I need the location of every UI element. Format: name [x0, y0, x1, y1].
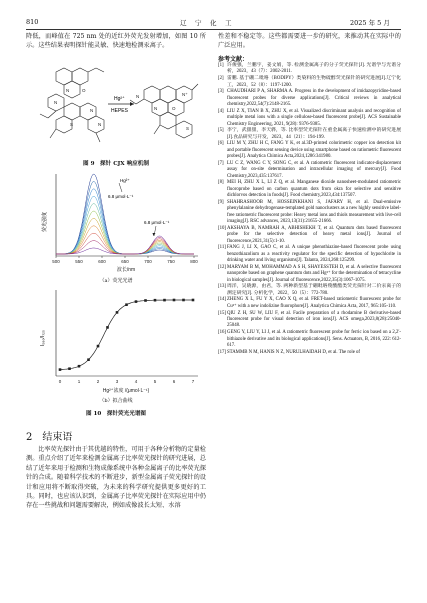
fit-data-point	[192, 299, 195, 302]
reference-item	[218, 161, 401, 180]
fit-data-point	[173, 299, 176, 302]
xtick-700: 700	[144, 259, 152, 264]
reference-item	[218, 226, 401, 245]
condition-label: HEPES	[111, 108, 128, 114]
svg-text:N: N	[136, 94, 140, 99]
reference-number: [14]	[218, 297, 226, 303]
svg-text:O: O	[172, 106, 176, 111]
reference-text: 周洋，吴晓源，由君，等. 两种新型基于硼吡咯羧酸酯类荧光探针对二价汞离子的测定研究[J]. 分析化学，2022，50（5）：772-780.	[227, 284, 401, 296]
xtick-4: 4	[134, 379, 138, 384]
xtick-5: 5	[153, 379, 157, 384]
intro-paragraph: 降低，而峰值在 725 nm 处的近红外荧光发射增加，如图 10 所示。这些结果表明探针能灵敏、快速地检测汞离子。	[26, 33, 206, 50]
reference-item	[218, 63, 401, 76]
figure-9-caption: 图 9 探针 CJX 响应机制	[83, 161, 149, 167]
reference-number: [1]	[218, 63, 224, 68]
page-number: 810	[26, 18, 39, 26]
svg-text:N: N	[66, 88, 70, 93]
reference-number: [7]	[218, 160, 224, 166]
svg-text:O: O	[82, 88, 86, 93]
annotation-conc-1: 6.8 μmol·L⁻¹	[108, 194, 134, 199]
svg-text:N: N	[54, 100, 58, 105]
figure-10-caption: 图 10 探针荧光光谱图	[85, 411, 147, 417]
reference-text: LU C Z, WANG C Y, SONG C, et al. A ratiometric fluorescent indicator-displacement assay for on-site determination and intracellular imaging of mercury[J]. Food Chemistry,2023,435:137617.	[227, 160, 401, 179]
reference-text: AKSHAYA B, NAMRAH A, ABHISHEKH T, et al. Quantum dots based fluorescent probe for the selective detection of heavy metal ions[J]. Journal of fluorescence,2021,31(5):1-10.	[227, 225, 401, 244]
reference-text: LIU M Y, ZHU H C, FANG Y K, et al.3D-printed colorimetric copper ion detection kit and portable fluorescent sensing device using smartphone based on ratiometric fluorescent probes[J]. Analytica Chimica Acta,2024,1286:341980.	[227, 141, 401, 160]
reference-list	[218, 63, 401, 356]
fit-data-point	[59, 368, 62, 371]
xlabel-wavelength: 波长/nm	[116, 267, 136, 273]
journal-name: 辽 宁 化 工	[180, 19, 233, 27]
figure-10a	[26, 168, 206, 276]
reference-number: [9]	[218, 199, 224, 205]
fit-data-point	[106, 326, 109, 329]
annotation-conc-2: 6.8 μmol·L⁻¹	[144, 220, 170, 225]
xtick-800: 800	[190, 259, 198, 264]
reference-number: [17]	[218, 349, 226, 355]
xtick-550: 550	[75, 259, 83, 264]
section-title: 2 结束语	[26, 432, 73, 443]
ylabel-ratio: I₅₈₀/I₇₂₅	[40, 329, 46, 347]
reference-item	[218, 350, 401, 356]
fit-data-point	[154, 299, 157, 302]
fit-data-point	[163, 299, 166, 302]
fit-data-point	[78, 365, 81, 368]
reference-item	[218, 284, 401, 297]
reference-item	[218, 89, 401, 108]
spectrum-curve	[56, 226, 194, 254]
continuation-paragraph: 性差和不稳定等。这些都需要进一步的研究，来推动其在实际中的广泛应用。	[218, 33, 401, 50]
reference-number: [6]	[218, 141, 224, 147]
xtick-600: 600	[98, 259, 106, 264]
reference-text: 雷鹏. 基于硼二吡咯（BODIPY）类染料的生物硫醇荧光探针的研究进展[J].辽宁化工，2023，52（8）：1197-1200.	[227, 76, 401, 88]
fit-data-point	[182, 299, 185, 302]
reference-text: 李宁，武甜甜，李天骅，等. 比率型荧光探针在重金属离子快速检测中的研究进展[J].食品研究与开发，2023，44（21）：194-199.	[227, 128, 401, 140]
figure-10a-caption: （a）荧光光谱	[99, 278, 133, 284]
svg-text:N: N	[90, 108, 94, 113]
reference-item	[218, 76, 401, 89]
xtick-6: 6	[172, 379, 176, 384]
xtick-7: 7	[191, 379, 195, 384]
fit-data-point	[116, 311, 119, 314]
reference-text: STAMMB N M, HANIS N Z, NURULHAIDAH D, et al. The role of	[227, 349, 361, 355]
xtick-2: 2	[96, 379, 100, 384]
fit-data-point	[97, 345, 100, 348]
xtick-500: 500	[52, 259, 60, 264]
reference-item	[218, 330, 401, 349]
xtick-0: 0	[58, 379, 62, 384]
references-title: 参考文献：	[218, 56, 249, 63]
reference-text: CHAUDHARI P A, SHARMA A. Progress in the development of imidazopyridine-based fluorescent probes for diverse applications[J]. Critical reviews in analytical chemistry,2022,54(7):2148-2165.	[227, 89, 401, 108]
xtick-3: 3	[115, 379, 119, 384]
figure-10b	[26, 284, 206, 396]
reference-number: [10]	[218, 225, 226, 231]
fitting-curve-chart	[26, 284, 206, 396]
reference-item	[218, 297, 401, 310]
reference-item	[218, 245, 401, 264]
reference-text: MEI H, ZHU X L, LI Z Q, et al. Manganese dioxide nanosheet-modulated ratiometric fluoroprobe based on carbon quantum dots from okra for selective and sensitive dichlorvos detection in foods[J]. Food chemistry,2023,434:137507.	[227, 180, 401, 199]
reference-number: [11]	[218, 245, 226, 251]
fit-data-point	[87, 358, 90, 361]
reference-number: [15]	[218, 310, 226, 316]
reference-item	[218, 128, 401, 141]
issue-date: 2025 年 5 月	[350, 19, 390, 27]
reference-item	[218, 180, 401, 199]
xtick-1: 1	[77, 379, 81, 384]
reference-text: GENG Y, LIU Y, LI J, et al. A ratiometric fluorescent probe for ferric ion based on a 2,2′-bithiazole derivative and its biological applications[J]. Sens. Actuators, B, 2016, 222: 612-617.	[227, 330, 401, 348]
reference-number: [8]	[218, 180, 224, 186]
svg-text:N: N	[98, 122, 102, 127]
reference-item	[218, 141, 401, 160]
figure-10b-caption: （b）拟合曲线	[99, 398, 133, 404]
reference-number: [2]	[218, 76, 224, 82]
reference-number: [4]	[218, 108, 224, 114]
reference-number: [3]	[218, 89, 224, 95]
spectrum-curve	[56, 174, 194, 254]
fit-data-point	[144, 299, 147, 302]
header-rule	[26, 29, 401, 30]
reference-item	[218, 200, 401, 226]
svg-text:N⁺: N⁺	[182, 92, 188, 97]
reference-number: [13]	[218, 284, 226, 290]
fit-data-point	[125, 303, 128, 306]
reference-item	[218, 265, 401, 284]
reference-text: SHAHRASHOOB M, HOSSEINKHANI S, JAFARY H, et al. Dual-emissive phenylalanine dehydrogenase-templated gold nanoclusters as a new highly sensitive label-free ratiometric fluorescent probe: Heavy metal ions and thiols measurement with live-cell imaging[J]. RSC advances, 2023,13(31):21655-21666.	[227, 199, 401, 225]
reference-number: [12]	[218, 264, 226, 270]
svg-text:S: S	[70, 122, 74, 127]
reference-text: LIU Z X, TIAN B X, ZHU X, et al. Visualized discriminant analysis and recognition of multiple metal ions with a single cellulose-based fluorescent probe[J]. ACS Sustainable Chemistry Engineering, 2021, 9(28): 9376-9385.	[227, 108, 401, 127]
figure-9	[26, 62, 206, 157]
reaction-scheme	[26, 62, 206, 157]
reference-text: FANG J, LI X, GAO C, et al. A unique phenothiazine-based fluorescent probe using benzothiazolium as a reactivity regulator for the specific detection of hypochlorite in drinking water and living organisms[J]. Talanta, 2024,268:125299.	[227, 245, 401, 264]
reference-text: 许俊强，兰鹏宇，姜文娟，等. 检测金属离子的分子荧光探针[J]. 光谱学与光谱分析，2023，43（7）：2002-2011.	[227, 63, 401, 75]
conclusion-paragraph: 比率荧光探针由于其优越的特性，可用于各种分析物的定量检测。重点介绍了近年来检测金属离子比率荧光探针的研究进展，总结了近年来用于检测和生物成像系统中各种金属离子的比率荧光探针的合成。随着科学技术的不断进步，新型金属离子荧光探针的设计和应用将不断取得突破，为未来的科学研究提供更多更好的工具。同时，也应该认识到，金属离子比率荧光探针在实际应用中仍存在一些挑战和问题需要解决，例如成像波长太短、水溶	[26, 446, 206, 510]
reference-text: ZHENG X L, FU Y X, CAO X Q, et al. FRET-based ratiometric fluorescent probe for Cu²⁺ with a new indolizine fluorophore[J]. Analytica Chimica Acta, 2017, 965:105-110.	[227, 297, 401, 309]
reference-item	[218, 109, 401, 128]
ylabel-intensity: 荧光强度	[42, 211, 48, 233]
reference-number: [16]	[218, 330, 226, 336]
svg-text:S: S	[186, 126, 190, 131]
annotation-hg: Hg²⁺	[120, 178, 130, 183]
fit-data-point	[68, 367, 71, 370]
reagent-label: Hg²⁺	[114, 96, 125, 102]
fluorescence-spectra-chart	[26, 168, 206, 276]
reference-item	[218, 311, 401, 330]
reference-text: QIU Z H, SU W, LIU F, et al. Facile preparation of a rhodamine B derivative-based fluorescent probe for visual detection of iron ions[J]. ACS omega,2023,8(28):25040-25048.	[227, 310, 401, 329]
reference-text: MARYAM B M, MOHAMMAD A S H, SHAYESSTEH D, et al. A selective fluorescent nanoprobe based on graphene quantum dots and Hg²⁺ for the determination of tetracycline in biological samples[J]. Journal of fluorescence,2022,35(3):1067-1075.	[227, 264, 401, 283]
xtick-750: 750	[167, 259, 175, 264]
reference-number: [5]	[218, 128, 224, 134]
xtick-650: 650	[121, 259, 129, 264]
fit-data-point	[135, 300, 138, 303]
xlabel-concentration: Hg²⁺浓度 /(μmol·L⁻¹)	[102, 388, 150, 394]
svg-text:N: N	[154, 106, 158, 111]
